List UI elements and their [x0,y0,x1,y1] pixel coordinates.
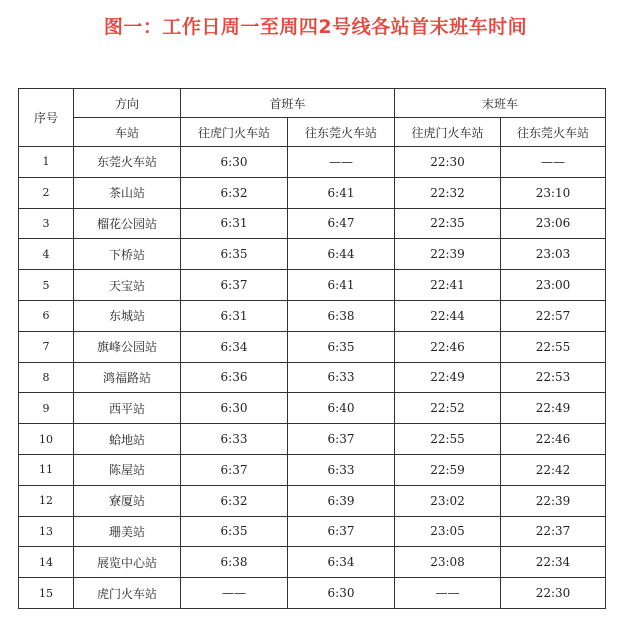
last-to-dongguan-time: 22:49 [501,393,606,424]
last-to-humen-time: 23:02 [395,485,501,516]
first-to-dongguan-time: 6:33 [288,454,395,485]
table-row [19,485,606,516]
first-to-dongguan-time: 6:38 [288,300,395,331]
row-index: 7 [19,331,74,362]
first-to-dongguan-time: 6:37 [288,516,395,547]
first-to-humen-time: 6:36 [181,362,288,393]
last-to-dongguan-time: 22:46 [501,424,606,455]
last-to-humen-time: 22:39 [395,239,501,270]
row-index: 12 [19,485,74,516]
last-to-dongguan-time: 22:34 [501,547,606,578]
last-to-humen-time: 22:32 [395,177,501,208]
station-name: 东城站 [74,300,181,331]
station-name: 珊美站 [74,516,181,547]
last-to-humen-time: 22:30 [395,147,501,178]
last-to-dongguan-time: 23:00 [501,270,606,301]
first-to-dongguan-time: —— [288,147,395,178]
first-to-humen-time: 6:35 [181,516,288,547]
last-to-dongguan-time: 22:53 [501,362,606,393]
first-to-humen-time: 6:30 [181,147,288,178]
table-row [19,424,606,455]
last-to-dongguan-time: 23:06 [501,208,606,239]
col-header-first-train: 首班车 [181,89,395,118]
station-name: 天宝站 [74,270,181,301]
first-to-dongguan-time: 6:47 [288,208,395,239]
last-to-dongguan-time: 22:30 [501,578,606,609]
header-row-2 [19,118,606,147]
last-to-dongguan-time: —— [501,147,606,178]
first-to-dongguan-time: 6:41 [288,177,395,208]
table-row [19,578,606,609]
last-to-humen-time: 23:05 [395,516,501,547]
col-header-first-to-dongguan: 往东莞火车站 [288,118,395,147]
col-header-station: 车站 [74,118,181,147]
first-to-humen-time: 6:31 [181,300,288,331]
first-to-humen-time: 6:37 [181,454,288,485]
first-to-humen-time: 6:33 [181,424,288,455]
row-index: 2 [19,177,74,208]
row-index: 8 [19,362,74,393]
last-to-humen-time: 22:35 [395,208,501,239]
table-row [19,547,606,578]
row-index: 15 [19,578,74,609]
header-row-1 [19,89,606,118]
col-header-direction: 方向 [74,89,181,118]
table-row [19,516,606,547]
last-to-dongguan-time: 22:57 [501,300,606,331]
first-to-humen-time: 6:37 [181,270,288,301]
row-index: 6 [19,300,74,331]
last-to-humen-time: —— [395,578,501,609]
station-name: 展览中心站 [74,547,181,578]
table-row [19,454,606,485]
col-header-last-to-dongguan: 往东莞火车站 [501,118,606,147]
first-to-humen-time: —— [181,578,288,609]
station-name: 西平站 [74,393,181,424]
station-name: 榴花公园站 [74,208,181,239]
table-row [19,362,606,393]
row-index: 5 [19,270,74,301]
row-index: 10 [19,424,74,455]
first-to-humen-time: 6:31 [181,208,288,239]
station-name: 旗峰公园站 [74,331,181,362]
first-to-humen-time: 6:32 [181,485,288,516]
table-row [19,208,606,239]
station-name: 蛤地站 [74,424,181,455]
table-row [19,300,606,331]
col-header-last-train: 末班车 [395,89,606,118]
first-to-dongguan-time: 6:39 [288,485,395,516]
last-to-dongguan-time: 22:39 [501,485,606,516]
first-to-humen-time: 6:38 [181,547,288,578]
last-to-dongguan-time: 22:37 [501,516,606,547]
timetable-body [19,147,606,609]
last-to-humen-time: 22:44 [395,300,501,331]
timetable [18,88,606,609]
first-to-dongguan-time: 6:30 [288,578,395,609]
table-row [19,331,606,362]
table-row [19,239,606,270]
first-to-humen-time: 6:32 [181,177,288,208]
last-to-humen-time: 22:49 [395,362,501,393]
table-row [19,270,606,301]
table-row [19,147,606,178]
station-name: 鸿福路站 [74,362,181,393]
row-index: 14 [19,547,74,578]
station-name: 茶山站 [74,177,181,208]
last-to-dongguan-time: 23:03 [501,239,606,270]
col-header-first-to-humen: 往虎门火车站 [181,118,288,147]
row-index: 13 [19,516,74,547]
last-to-dongguan-time: 22:42 [501,454,606,485]
row-index: 9 [19,393,74,424]
col-header-last-to-humen: 往虎门火车站 [395,118,501,147]
first-to-dongguan-time: 6:33 [288,362,395,393]
row-index: 4 [19,239,74,270]
first-to-dongguan-time: 6:34 [288,547,395,578]
last-to-humen-time: 22:41 [395,270,501,301]
row-index: 11 [19,454,74,485]
last-to-humen-time: 23:08 [395,547,501,578]
first-to-humen-time: 6:35 [181,239,288,270]
table-row [19,393,606,424]
station-name: 寮厦站 [74,485,181,516]
row-index: 3 [19,208,74,239]
last-to-humen-time: 22:52 [395,393,501,424]
station-name: 东莞火车站 [74,147,181,178]
last-to-dongguan-time: 23:10 [501,177,606,208]
station-name: 陈屋站 [74,454,181,485]
last-to-humen-time: 22:46 [395,331,501,362]
last-to-humen-time: 22:55 [395,424,501,455]
first-to-humen-time: 6:30 [181,393,288,424]
first-to-dongguan-time: 6:41 [288,270,395,301]
first-to-dongguan-time: 6:44 [288,239,395,270]
first-to-humen-time: 6:34 [181,331,288,362]
table-row [19,177,606,208]
station-name: 虎门火车站 [74,578,181,609]
last-to-dongguan-time: 22:55 [501,331,606,362]
first-to-dongguan-time: 6:40 [288,393,395,424]
last-to-humen-time: 22:59 [395,454,501,485]
row-index: 1 [19,147,74,178]
col-header-index: 序号 [19,89,74,147]
first-to-dongguan-time: 6:37 [288,424,395,455]
station-name: 下桥站 [74,239,181,270]
first-to-dongguan-time: 6:35 [288,331,395,362]
page-title: 图一：工作日周一至周四2号线各站首末班车时间 [103,16,528,38]
